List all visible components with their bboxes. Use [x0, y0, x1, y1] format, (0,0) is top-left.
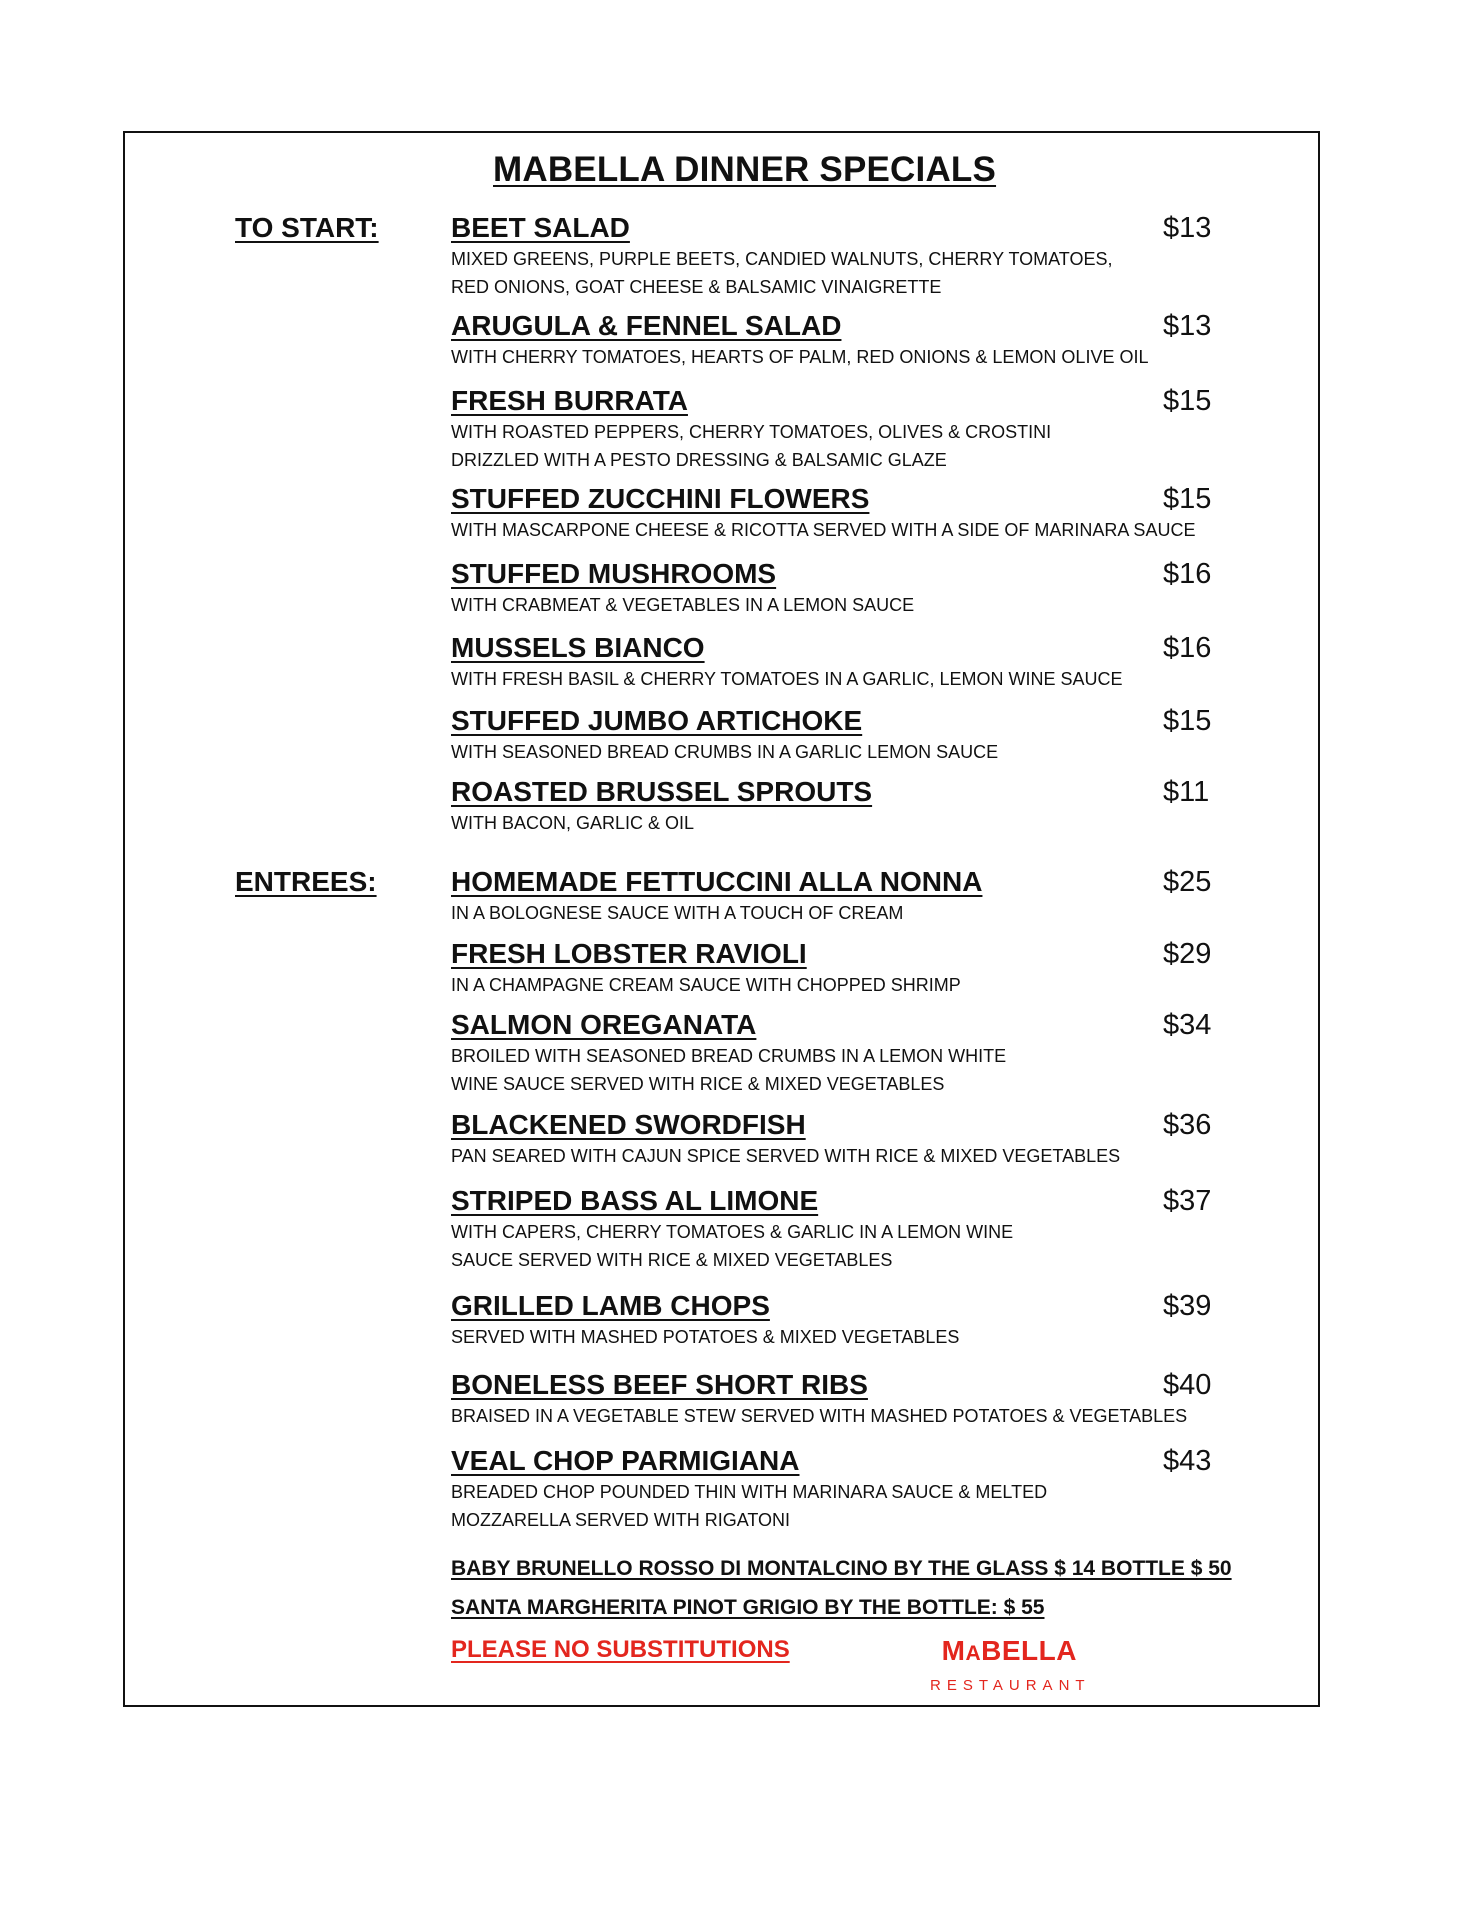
- item-price: $15: [1163, 705, 1212, 737]
- item-name: STUFFED ZUCCHINI FLOWERS: [451, 483, 870, 514]
- item-description-line: WITH CHERRY TOMATOES, HEARTS OF PALM, RED ONIONS & LEMON OLIVE OIL: [451, 347, 1149, 367]
- item-price: $25: [1163, 866, 1212, 898]
- item-price: $29: [1163, 938, 1212, 970]
- logo-wordmark: [928, 1634, 1091, 1671]
- menu-item-beet-salad: [451, 210, 1231, 302]
- no-substitutions-notice: PLEASE NO SUBSTITUTIONS: [451, 1636, 790, 1663]
- item-description-line: PAN SEARED WITH CAJUN SPICE SERVED WITH RICE & MIXED VEGETABLES: [451, 1146, 1121, 1166]
- item-name: GRILLED LAMB CHOPS: [451, 1290, 770, 1321]
- menu-item-mussels-bianco: [451, 630, 1231, 694]
- menu-item-boneless-beef-short-ribs: [451, 1367, 1231, 1431]
- logo-small-cap: A: [965, 1642, 982, 1665]
- item-description-line: RED ONIONS, GOAT CHEESE & BALSAMIC VINAIGRETTE: [451, 277, 942, 297]
- item-name: BEET SALAD: [451, 212, 630, 243]
- wine-special-brunello: BABY BRUNELLO ROSSO DI MONTALCINO BY THE GLASS $ 14 BOTTLE $ 50: [451, 1557, 1232, 1580]
- item-name: FRESH LOBSTER RAVIOLI: [451, 938, 807, 969]
- item-description-line: IN A BOLOGNESE SAUCE WITH A TOUCH OF CREAM: [451, 903, 904, 923]
- item-name: SALMON OREGANATA: [451, 1009, 757, 1040]
- logo-first-cap: M: [941, 1635, 966, 1666]
- item-description-line: BREADED CHOP POUNDED THIN WITH MARINARA SAUCE & MELTED: [451, 1482, 1048, 1502]
- item-name: HOMEMADE FETTUCCINI ALLA NONNA: [451, 866, 983, 897]
- item-price: $43: [1163, 1445, 1212, 1477]
- item-name: ROASTED BRUSSEL SPROUTS: [451, 776, 873, 807]
- item-description-line: WITH SEASONED BREAD CRUMBS IN A GARLIC LEMON SAUCE: [451, 742, 999, 762]
- menu-item-blackened-swordfish: [451, 1107, 1231, 1171]
- section-label-to-start: TO START:: [235, 212, 379, 243]
- item-price: $39: [1163, 1290, 1212, 1322]
- item-name: STUFFED MUSHROOMS: [451, 558, 777, 589]
- item-description-line: BROILED WITH SEASONED BREAD CRUMBS IN A LEMON WHITE: [451, 1046, 1007, 1066]
- item-price: $13: [1163, 212, 1212, 244]
- item-name: BLACKENED SWORDFISH: [451, 1109, 806, 1140]
- menu-item-arugula-fennel-salad: [451, 308, 1231, 372]
- item-price: $37: [1163, 1185, 1212, 1217]
- item-description-line: WITH BACON, GARLIC & OIL: [451, 813, 695, 833]
- mabella-restaurant-logo: [928, 1634, 1091, 1694]
- item-price: $15: [1163, 483, 1212, 515]
- item-description-line: BRAISED IN A VEGETABLE STEW SERVED WITH MASHED POTATOES & VEGETABLES: [451, 1406, 1188, 1426]
- item-name: STRIPED BASS AL LIMONE: [451, 1185, 819, 1216]
- item-name: BONELESS BEEF SHORT RIBS: [451, 1369, 868, 1400]
- item-name: ARUGULA & FENNEL SALAD: [451, 310, 842, 341]
- item-name: STUFFED JUMBO ARTICHOKE: [451, 705, 863, 736]
- item-name: MUSSELS BIANCO: [451, 632, 705, 663]
- menu-item-stuffed-mushrooms: [451, 556, 1231, 620]
- menu-item-stuffed-jumbo-artichoke: [451, 703, 1231, 767]
- menu-item-veal-chop-parmigiana: [451, 1443, 1231, 1535]
- menu-item-roasted-brussel-sprouts: [451, 774, 1231, 838]
- logo-subtitle: RESTAURANT: [930, 1677, 1091, 1694]
- menu-item-grilled-lamb-chops: [451, 1288, 1231, 1352]
- item-description-line: WITH ROASTED PEPPERS, CHERRY TOMATOES, OLIVES & CROSTINI: [451, 422, 1052, 442]
- item-name: FRESH BURRATA: [451, 385, 688, 416]
- item-description-line: SERVED WITH MASHED POTATOES & MIXED VEGETABLES: [451, 1327, 960, 1347]
- item-description-line: WITH CAPERS, CHERRY TOMATOES & GARLIC IN A LEMON WINE: [451, 1222, 1014, 1242]
- menu-item-salmon-oreganata: [451, 1007, 1231, 1099]
- item-price: $16: [1163, 632, 1212, 664]
- menu-item-stuffed-zucchini-flowers: [451, 481, 1231, 545]
- item-price: $15: [1163, 385, 1212, 417]
- item-name: VEAL CHOP PARMIGIANA: [451, 1445, 800, 1476]
- menu-item-fresh-burrata: [451, 383, 1231, 475]
- menu-item-homemade-fettuccini-alla-nonna: [451, 864, 1231, 928]
- item-price: $36: [1163, 1109, 1212, 1141]
- item-description-line: IN A CHAMPAGNE CREAM SAUCE WITH CHOPPED SHRIMP: [451, 975, 961, 995]
- item-description-line: MIXED GREENS, PURPLE BEETS, CANDIED WALNUTS, CHERRY TOMATOES,: [451, 249, 1113, 269]
- item-price: $13: [1163, 310, 1212, 342]
- item-description-line: WINE SAUCE SERVED WITH RICE & MIXED VEGETABLES: [451, 1074, 945, 1094]
- item-price: $34: [1163, 1009, 1212, 1041]
- item-description-line: WITH CRABMEAT & VEGETABLES IN A LEMON SAUCE: [451, 595, 915, 615]
- item-description-line: DRIZZLED WITH A PESTO DRESSING & BALSAMIC GLAZE: [451, 450, 947, 470]
- wine-special-pinot-grigio: SANTA MARGHERITA PINOT GRIGIO BY THE BOTTLE: $ 55: [451, 1596, 1045, 1619]
- section-label-entrees: ENTREES:: [235, 866, 377, 897]
- item-price: $40: [1163, 1369, 1212, 1401]
- item-price: $11: [1163, 776, 1210, 808]
- item-description-line: WITH FRESH BASIL & CHERRY TOMATOES IN A GARLIC, LEMON WINE SAUCE: [451, 669, 1123, 689]
- menu-item-fresh-lobster-ravioli: [451, 936, 1231, 1000]
- menu-item-striped-bass-al-limone: [451, 1183, 1231, 1275]
- item-description-line: WITH MASCARPONE CHEESE & RICOTTA SERVED WITH A SIDE OF MARINARA SAUCE: [451, 520, 1196, 540]
- item-price: $16: [1163, 558, 1212, 590]
- logo-rest: BELLA: [981, 1635, 1077, 1666]
- item-description-line: MOZZARELLA SERVED WITH RIGATONI: [451, 1510, 791, 1530]
- item-description-line: SAUCE SERVED WITH RICE & MIXED VEGETABLES: [451, 1250, 893, 1270]
- menu-title: MABELLA DINNER SPECIALS: [493, 150, 997, 189]
